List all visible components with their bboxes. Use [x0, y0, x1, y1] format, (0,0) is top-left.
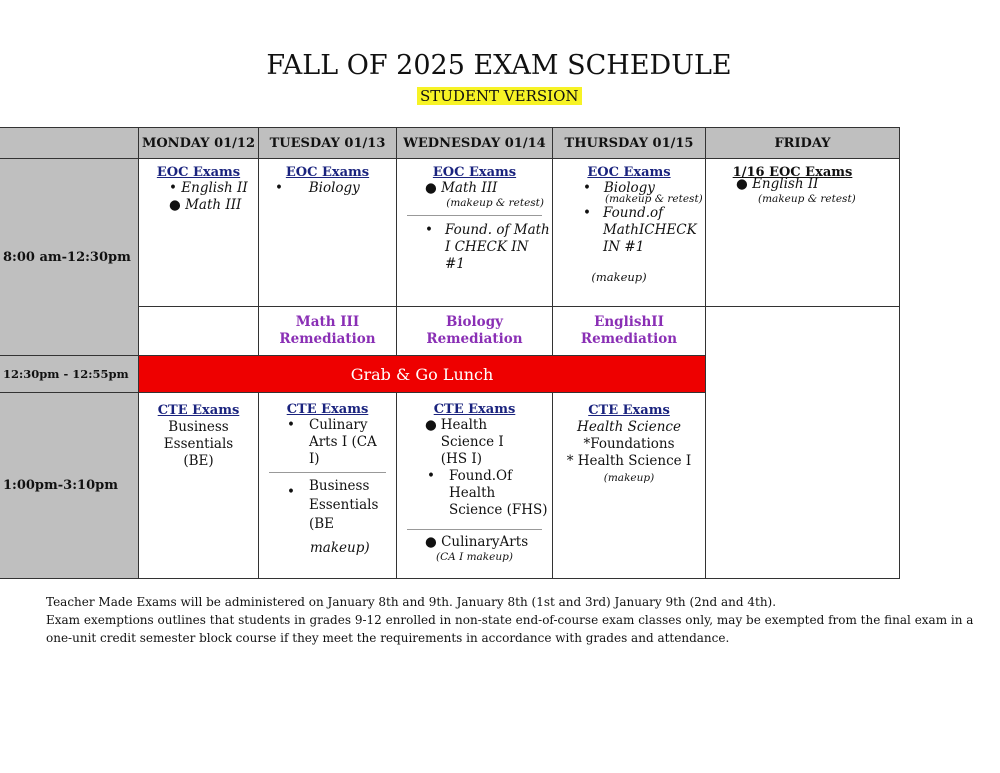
cell-tue-afternoon: CTE Exams • Culinary Arts I (CA I) • Business Essentials (BE makeup): [258, 392, 397, 579]
remediation-tue: Math III Remediation: [258, 306, 397, 356]
remediation-wed: Biology Remediation: [396, 306, 553, 356]
exam-item: Found.Of Health Science (FHS): [448, 468, 548, 518]
exam-item: Business Essentials (BE): [163, 419, 234, 469]
exam-item: Health Science: [577, 419, 681, 435]
exam-note: (makeup): [591, 270, 647, 284]
cell-wed-afternoon: CTE Exams ● Health Science I (HS I) • Found.Of Health Science (FHS) ● CulinaryArts (CA I makeup): [396, 392, 553, 579]
cell-thu-morning: EOC Exams • Biology (makeup & retest) • Found.of MathICHECK IN #1 (makeup): [552, 158, 706, 307]
exam-item: Biology: [308, 180, 360, 196]
cell-fri-afternoon: [705, 306, 900, 579]
cell-fri-morning: 1/16 EOC Exams ● English II (makeup & retest): [705, 158, 900, 307]
exam-item: English II: [752, 176, 819, 192]
subtitle-highlight: STUDENT VERSION: [417, 87, 582, 105]
exam-item: * Health Science I: [566, 453, 692, 469]
eoc-exams-link[interactable]: EOC Exams: [156, 165, 241, 180]
exam-note: (makeup & retest): [758, 193, 856, 205]
exam-item: Health Science I (HS I): [440, 417, 504, 467]
cte-exams-link[interactable]: CTE Exams: [286, 402, 369, 417]
exam-item: Found.of MathICHECK IN #1: [602, 205, 697, 255]
eoc-exams-link[interactable]: 1/16 EOC Exams: [732, 165, 853, 180]
footnotes: [46, 593, 996, 647]
exam-item: Biology: [603, 180, 655, 196]
remediation-thu: EnglishII Remediation: [552, 306, 706, 356]
cell-thu-afternoon: [552, 392, 706, 579]
cte-exams-link[interactable]: CTE Exams: [588, 403, 670, 418]
exam-item: English II: [181, 180, 248, 196]
header-monday: MONDAY 01/12: [138, 127, 259, 159]
eoc-exams-link[interactable]: EOC Exams: [587, 165, 671, 180]
time-lunch: 12:30pm - 12:55pm: [0, 355, 139, 393]
exam-item: Culinary Arts I (CA I): [308, 417, 377, 467]
divider: [407, 215, 542, 216]
cell-tue-morning: EOC Exams • Biology: [258, 158, 397, 307]
eoc-exams-link[interactable]: EOC Exams: [432, 165, 517, 180]
divider: [407, 529, 542, 530]
cte-exams-link[interactable]: CTE Exams: [433, 402, 516, 417]
header-wednesday: WEDNESDAY 01/14: [396, 127, 553, 159]
exam-item: *Foundations: [583, 436, 675, 452]
exam-note: (CA I makeup): [436, 551, 513, 563]
exam-note: (makeup & retest): [605, 193, 703, 205]
corner-cell: [0, 127, 139, 159]
header-tuesday: TUESDAY 01/13: [258, 127, 397, 159]
cell-mon-morning: EOC Exams • English II ● Math III: [138, 158, 259, 307]
exam-item: Business Essentials (BE: [308, 478, 379, 532]
header-friday: FRIDAY: [705, 127, 900, 159]
cell-wed-morning: EOC Exams ● Math III (makeup & retest) • Found. of Math I CHECK IN #1: [396, 158, 553, 307]
exam-note: makeup): [310, 540, 370, 556]
divider: [269, 472, 386, 473]
cte-exams-link[interactable]: CTE Exams: [157, 403, 240, 418]
cell-mon-remediation: [138, 306, 259, 356]
exam-note: (makeup): [603, 472, 655, 484]
exam-item: CulinaryArts: [441, 534, 529, 550]
note-exemptions: Exam exemptions outlines that students in grades 9-12 enrolled in non-state end-of-course exam classes only, may be exempted from the final exam in a one-unit credit semester block course if they meet the requirements in accordance with grades and attendance.: [46, 613, 974, 645]
exam-item: Math III: [441, 180, 498, 196]
time-afternoon: 1:00pm-3:10pm: [0, 392, 139, 579]
cell-mon-afternoon: [138, 392, 259, 579]
time-morning: 8:00 am-12:30pm: [0, 158, 139, 356]
eoc-exams-link[interactable]: EOC Exams: [285, 165, 370, 180]
exam-item: Found. of Math I CHECK IN #1: [444, 222, 550, 272]
lunch-banner: Grab & Go Lunch: [138, 355, 706, 393]
note-teacher-exams: Teacher Made Exams will be administered on January 8th and 9th. January 8th (1st and 3rd) January 9th (2nd and 4th).: [46, 595, 777, 609]
header-thursday: THURSDAY 01/15: [552, 127, 706, 159]
exam-note: (makeup & retest): [446, 197, 544, 209]
exam-item: Math III: [185, 197, 242, 213]
page-title: FALL OF 2025 EXAM SCHEDULE: [266, 50, 732, 81]
